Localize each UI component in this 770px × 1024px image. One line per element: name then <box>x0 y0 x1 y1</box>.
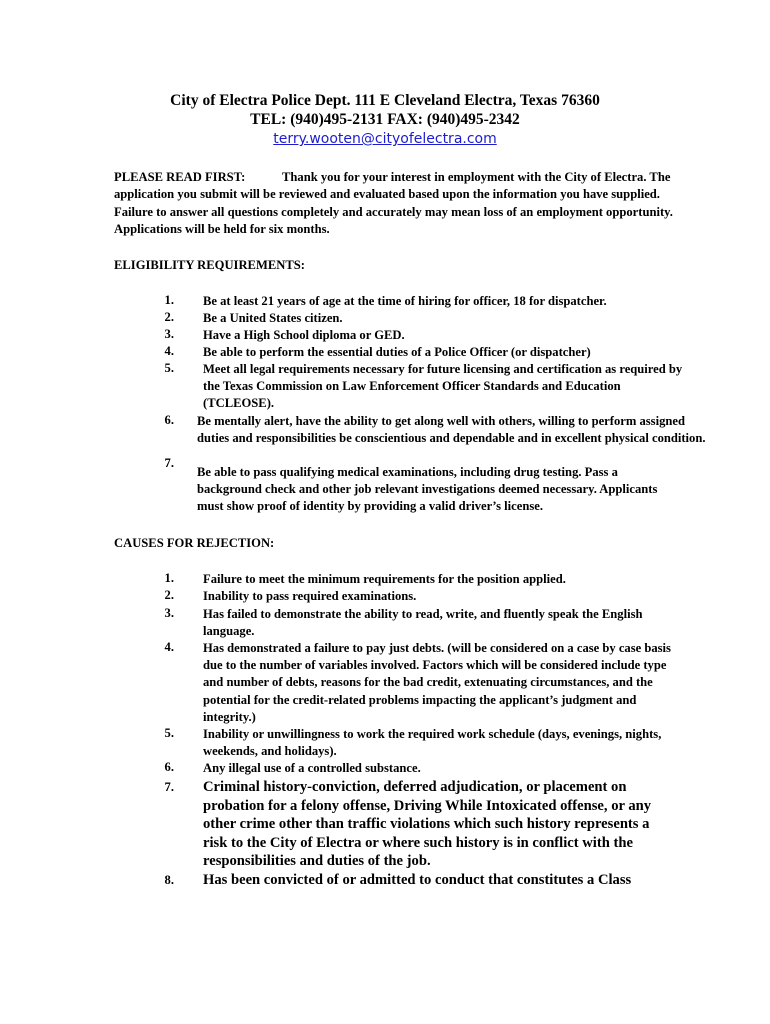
item-text: Criminal history-conviction, deferred adjudication, or placement on probation for a felony offense, Driving While Intoxicated offense, or any other crime other than traffic violations which such history represents a risk to the City of Electra or where such history is in conflict with the responsibilities and duties of the job. <box>203 779 652 870</box>
item-text: Has demonstrated a failure to pay just debts. (will be considered on a case by case basis due to the number of variables involved. Factors which will be considered include type and number of debts, reasons for the bad credit, extenuating circumstances, and the potential for the credit-related problems impacting the applicant’s judgment and integrity.) <box>203 641 671 724</box>
item-number: 6. <box>164 413 174 427</box>
item-number: 1. <box>164 293 174 307</box>
item-number: 2. <box>164 588 174 602</box>
rejection-heading: CAUSES FOR REJECTION: <box>114 536 275 550</box>
item-text: Has failed to demonstrate the ability to read, write, and fluently speak the English language. <box>203 607 643 639</box>
intro-text: Thank you for your interest in employment with the City of Electra. The application you submit will be reviewed and evaluated based upon the information you have supplied. Failure to answer all questions completely and accurately may mean loss of an employment opportunity. Applications will be held for six months. <box>114 170 673 237</box>
item-text: Has been convicted of or admitted to conduct that constitutes a Class <box>203 872 632 888</box>
item-number: 4. <box>164 640 174 654</box>
item-text: Failure to meet the minimum requirements for the position applied. <box>203 572 566 586</box>
header-email <box>0 131 770 147</box>
header-phone-fax: TEL: (940)495-2131 FAX: (940)495-2342 <box>250 111 520 128</box>
item-number: 6. <box>164 760 174 774</box>
item-text: Inability to pass required examinations. <box>203 589 417 603</box>
email-link[interactable]: terry.wooten@cityofelectra.com <box>273 131 497 147</box>
item-text: Meet all legal requirements necessary for future licensing and certification as required by the Texas Commission on Law Enforcement Officer Standards and Education (TCLEOSE). <box>203 362 683 411</box>
item-number: 7. <box>164 456 174 470</box>
item-text: Be mentally alert, have the ability to get along well with others, willing to perform assigned duties and responsibilities be conscientious and dependable and in excellent physical condition. <box>197 414 706 446</box>
item-number: 4. <box>164 344 174 358</box>
item-number: 1. <box>164 571 174 585</box>
item-number: 3. <box>164 327 174 341</box>
item-number: 7. <box>164 780 174 794</box>
item-text: Be a United States citizen. <box>203 311 343 325</box>
intro-lead: PLEASE READ FIRST: <box>114 170 246 184</box>
item-text: Be able to pass qualifying medical examinations, including drug testing. Pass a background check and other job relevant investigations deemed necessary. Applicants must show proof of identity by providing a valid driver’s license. <box>197 465 658 514</box>
item-text: Any illegal use of a controlled substance. <box>203 761 421 775</box>
item-text: Be at least 21 years of age at the time of hiring for officer, 18 for dispatcher. <box>203 294 607 308</box>
item-number: 8. <box>164 873 174 887</box>
header-address: City of Electra Police Dept. 111 E Cleveland Electra, Texas 76360 <box>170 92 600 109</box>
item-number: 5. <box>164 361 174 375</box>
item-number: 5. <box>164 726 174 740</box>
item-text: Have a High School diploma or GED. <box>203 328 405 342</box>
item-number: 2. <box>164 310 174 324</box>
item-text: Inability or unwillingness to work the required work schedule (days, evenings, nights, weekends, and holidays). <box>203 727 662 759</box>
eligibility-heading: ELIGIBILITY REQUIREMENTS: <box>114 258 305 272</box>
item-text: Be able to perform the essential duties of a Police Officer (or dispatcher) <box>203 345 591 359</box>
item-number: 3. <box>164 606 174 620</box>
intro-paragraph <box>114 169 674 239</box>
